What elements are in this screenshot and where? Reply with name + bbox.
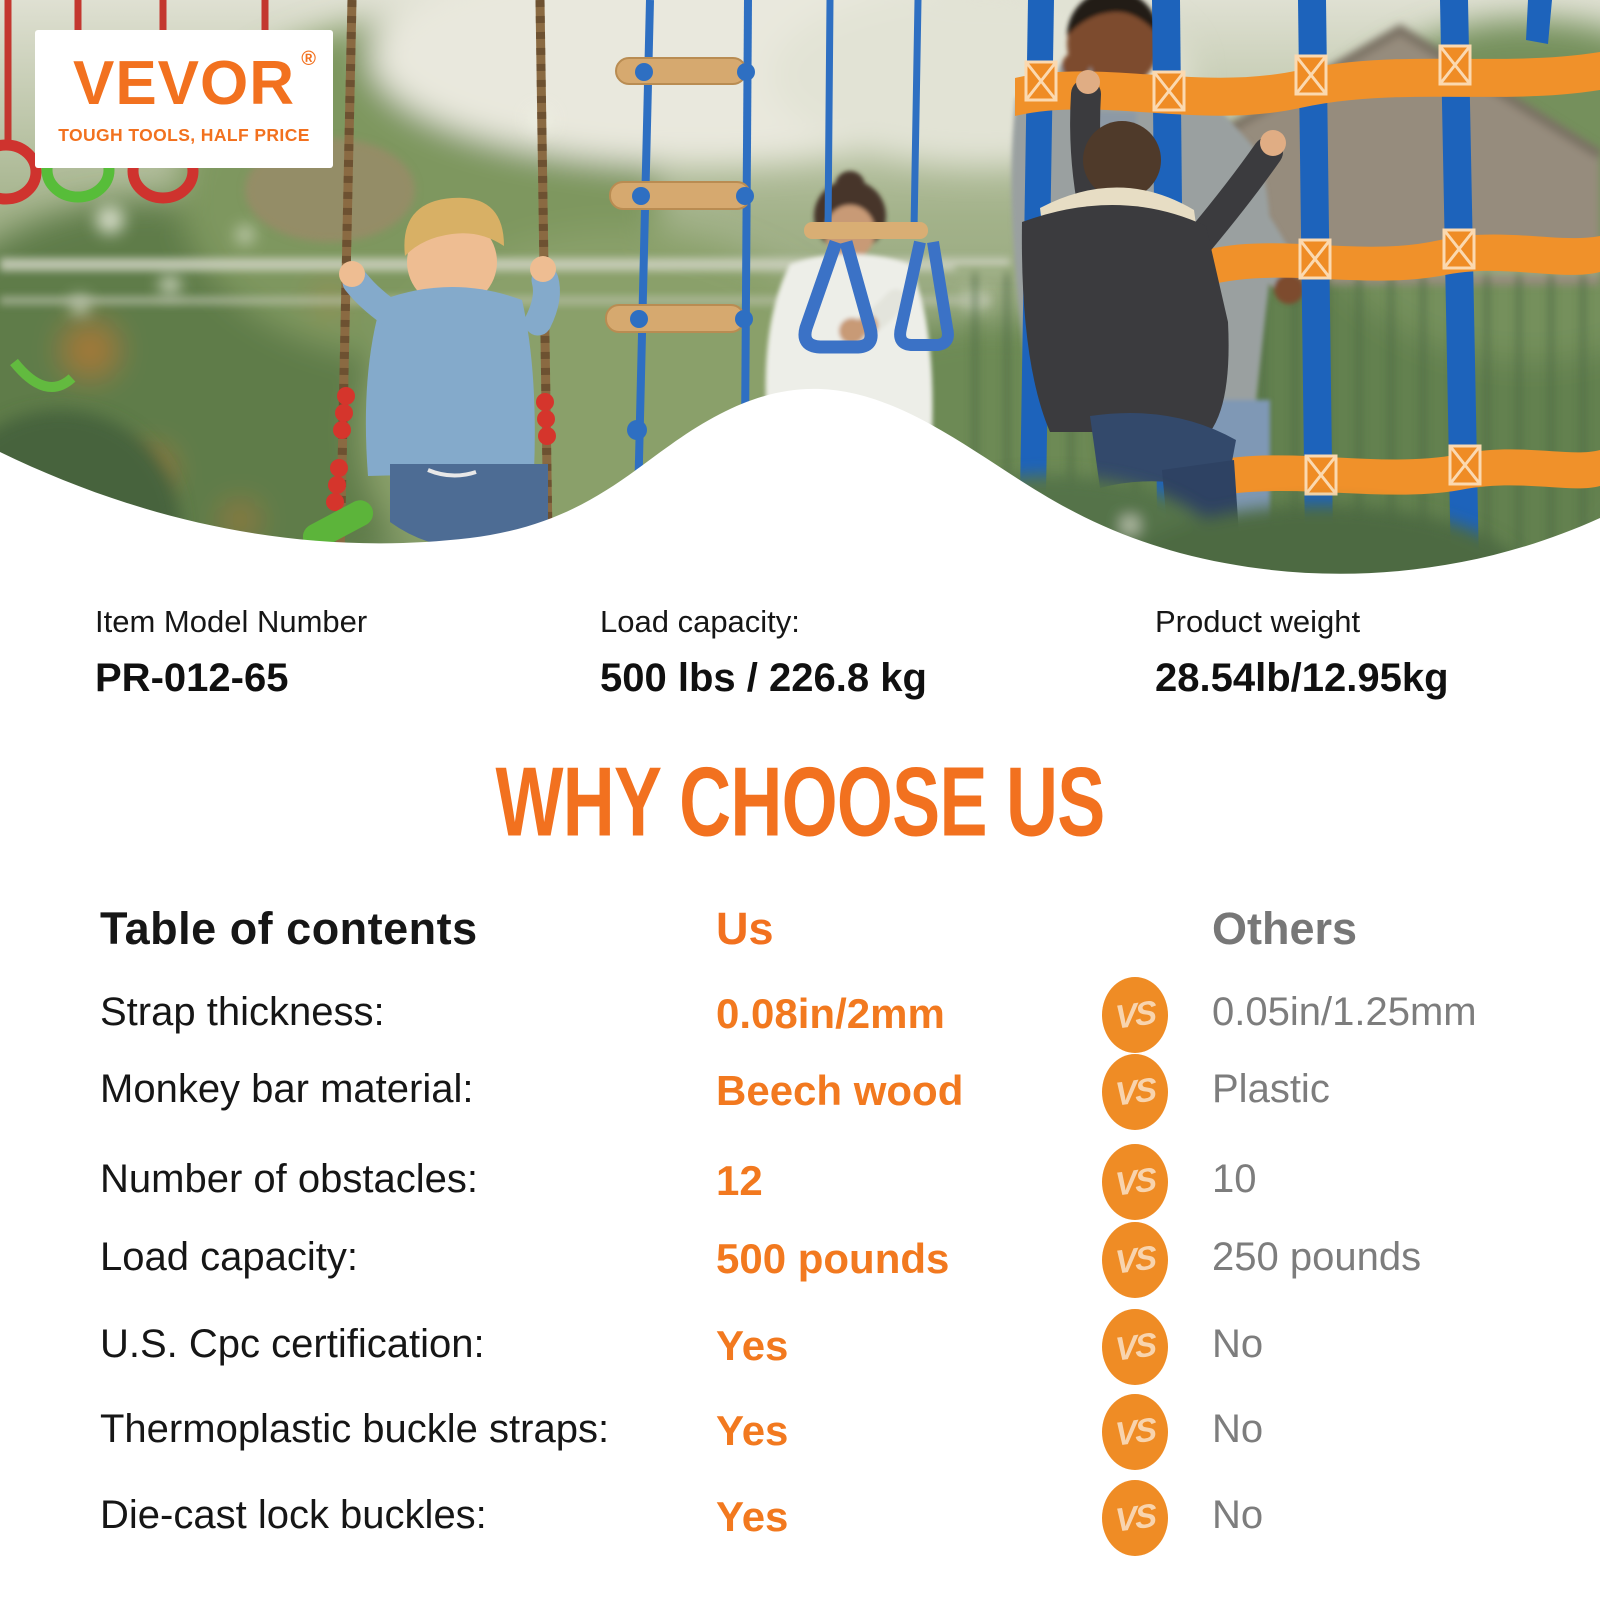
vs-icon: VS [1102,1054,1168,1130]
brand-tagline: TOUGH TOOLS, HALF PRICE [58,124,310,145]
comparison-header-row [0,903,1600,955]
registered-trademark-icon: ® [301,47,318,70]
vs-icon: VS [1102,977,1168,1053]
table-row [0,1407,1600,1459]
others-value: 10 [1212,1157,1257,1201]
feature-label: Monkey bar material: [100,1067,474,1111]
vs-icon: VS [1102,1222,1168,1298]
spec-label: Item Model Number [95,604,368,639]
table-row [0,990,1600,1042]
feature-label: Thermoplastic buckle straps: [100,1407,610,1451]
header-us: Us [716,903,774,954]
us-value: Yes [716,1322,789,1369]
vs-icon: VS [1102,1394,1168,1470]
spec-product-weight [1155,604,1449,701]
others-value: Plastic [1212,1067,1330,1111]
header-others: Others [1212,903,1358,954]
us-value: 0.08in/2mm [716,990,945,1037]
spec-model [95,604,367,701]
others-value: No [1212,1493,1264,1537]
spec-label: Load capacity: [600,604,800,639]
spec-value: 28.54lb/12.95kg [1155,656,1449,700]
table-row [0,1322,1600,1374]
others-value: 0.05in/1.25mm [1212,990,1477,1034]
header-feature: Table of contents [100,903,478,954]
section-title: WHY CHOOSE US [495,747,1105,858]
others-value: No [1212,1407,1264,1451]
feature-label: Die-cast lock buckles: [100,1493,487,1537]
others-value: 250 pounds [1212,1235,1422,1279]
spec-load-capacity [600,604,927,701]
table-row [0,1235,1600,1287]
us-value: Beech wood [716,1067,964,1114]
us-value: Yes [716,1407,789,1454]
spec-value: PR-012-65 [95,656,289,700]
vs-icon: VS [1102,1480,1168,1556]
logo-wordmark: VEVOR [72,48,296,118]
others-value: No [1212,1322,1264,1366]
feature-label: U.S. Cpc certification: [100,1322,485,1366]
us-value: 12 [716,1157,763,1204]
table-row [0,1493,1600,1545]
vs-icon: VS [1102,1309,1168,1385]
vevor-logo [72,47,318,118]
table-row [0,1157,1600,1209]
feature-label: Strap thickness: [100,990,385,1034]
vs-icon: VS [1102,1144,1168,1220]
us-value: 500 pounds [716,1235,950,1282]
spec-value: 500 lbs / 226.8 kg [600,656,927,700]
vevor-logo-card [35,30,333,168]
us-value: Yes [716,1493,789,1540]
feature-label: Load capacity: [100,1235,358,1279]
hero-photo [0,0,1600,620]
feature-label: Number of obstacles: [100,1157,478,1201]
table-row [0,1067,1600,1119]
spec-label: Product weight [1155,604,1361,639]
